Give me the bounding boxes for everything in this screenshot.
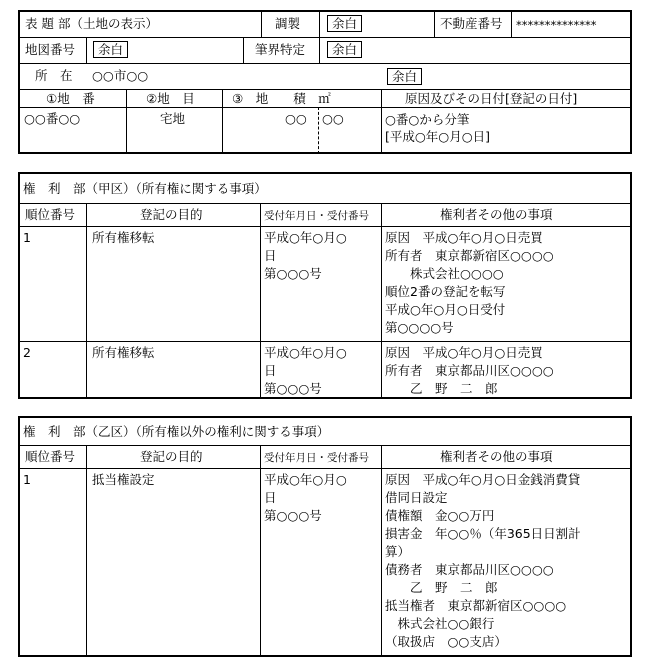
row-number: 2 bbox=[23, 345, 31, 360]
hyodai-section bbox=[18, 10, 632, 154]
rights-line: 借同日設定 bbox=[385, 490, 448, 505]
rights-line: 乙 野 二 郎 bbox=[385, 580, 498, 595]
date-line: 日 bbox=[264, 248, 277, 263]
rights-line: 株式会社○○○○ bbox=[385, 266, 504, 281]
chiseki-dec: ○○ bbox=[322, 111, 344, 126]
kou-section bbox=[18, 172, 632, 399]
kou-title: 権 利 部（甲区）（所有権に関する事項） bbox=[23, 181, 267, 196]
row-date bbox=[264, 229, 347, 283]
rights-line: 所有者 東京都新宿区○○○○ bbox=[385, 248, 554, 263]
rights-line: 抵当権者 東京都新宿区○○○○ bbox=[385, 598, 567, 613]
chiban-value: ○○番○○ bbox=[24, 111, 81, 126]
divider bbox=[20, 341, 630, 342]
rights-line: 乙 野 二 郎 bbox=[385, 381, 498, 396]
rights-line: 算） bbox=[385, 544, 411, 559]
divider bbox=[222, 89, 223, 154]
rights-line: 原因 平成○年○月○日売買 bbox=[385, 345, 543, 360]
divider bbox=[261, 12, 262, 37]
divider bbox=[20, 203, 630, 204]
row-rights bbox=[385, 229, 554, 337]
row-purpose: 抵当権設定 bbox=[92, 472, 155, 487]
divider bbox=[434, 12, 435, 37]
shozai-box: 余白 bbox=[387, 68, 422, 85]
rights-line: 損害金 年○○％（年365日日割計 bbox=[385, 526, 581, 541]
otsu-section bbox=[18, 416, 632, 657]
row-purpose: 所有権移転 bbox=[92, 345, 155, 360]
divider bbox=[86, 203, 87, 399]
col-juni: 順位番号 bbox=[25, 207, 76, 222]
hyodai-title: 表 題 部（土地の表示） bbox=[25, 16, 158, 31]
col-chimoku: ②地 目 bbox=[146, 91, 195, 106]
row-purpose: 所有権移転 bbox=[92, 230, 155, 245]
decimal-divider bbox=[318, 107, 319, 154]
rights-line: 所有者 東京都品川区○○○○ bbox=[385, 363, 554, 378]
col-chiban: ①地 番 bbox=[46, 91, 95, 106]
shozai-label: 所 在 bbox=[35, 68, 73, 83]
date-line: 平成○年○月○ bbox=[264, 230, 347, 245]
divider bbox=[381, 89, 382, 154]
divider bbox=[20, 445, 630, 446]
divider bbox=[20, 226, 630, 227]
rights-line: 平成○年○月○日受付 bbox=[385, 302, 506, 317]
date-line: 日 bbox=[264, 363, 277, 378]
row-rights bbox=[385, 344, 554, 398]
divider bbox=[20, 63, 630, 64]
chimoku-value: 宅地 bbox=[160, 111, 186, 126]
rights-line: 株式会社○○銀行 bbox=[385, 616, 495, 631]
chousei-label: 調製 bbox=[275, 16, 301, 31]
date-line: 平成○年○月○ bbox=[264, 345, 347, 360]
divider bbox=[260, 203, 261, 399]
divider bbox=[20, 37, 630, 38]
date-line: 日 bbox=[264, 490, 277, 505]
col-uketsuke: 受付年月日・受付番号 bbox=[264, 452, 369, 464]
rights-line: 原因 平成○年○月○日売買 bbox=[385, 230, 543, 245]
divider bbox=[20, 107, 630, 108]
divider bbox=[20, 468, 630, 469]
row-date bbox=[264, 471, 347, 525]
rights-line: 原因 平成○年○月○日金銭消費貸 bbox=[385, 472, 581, 487]
col-chiseki: ③ 地 積 ㎡ bbox=[232, 91, 331, 106]
divider bbox=[511, 12, 512, 37]
divider bbox=[381, 445, 382, 657]
rights-line: 債務者 東京都品川区○○○○ bbox=[385, 562, 554, 577]
rights-line: 債権額 金○○万円 bbox=[385, 508, 495, 523]
col-purpose: 登記の目的 bbox=[140, 207, 203, 222]
divider bbox=[260, 445, 261, 657]
col-cause: 原因及びその日付[登記の日付] bbox=[405, 91, 578, 106]
chizu-label: 地図番号 bbox=[25, 42, 76, 57]
fudosan-label: 不動産番号 bbox=[440, 16, 503, 31]
hikkai-value: 余白 bbox=[327, 41, 362, 58]
cause-text bbox=[385, 111, 490, 145]
row-rights bbox=[385, 471, 581, 651]
col-juni: 順位番号 bbox=[25, 449, 76, 464]
col-rights: 権利者その他の事項 bbox=[440, 207, 553, 222]
row-date bbox=[264, 344, 347, 398]
col-rights: 権利者その他の事項 bbox=[440, 449, 553, 464]
divider bbox=[126, 89, 127, 154]
row-number: 1 bbox=[23, 472, 31, 487]
divider bbox=[86, 37, 87, 63]
shozai-value: ○○市○○ bbox=[92, 68, 149, 83]
otsu-title: 権 利 部（乙区）（所有権以外の権利に関する事項） bbox=[23, 424, 330, 439]
cause-line: [平成○年○月○日] bbox=[385, 129, 490, 144]
row-number: 1 bbox=[23, 230, 31, 245]
fudosan-value: ************** bbox=[516, 18, 597, 32]
date-line: 第○○○号 bbox=[264, 381, 322, 396]
rights-line: 順位2番の登記を転写 bbox=[385, 284, 506, 299]
divider bbox=[86, 445, 87, 657]
chiseki-int: ○○ bbox=[285, 111, 307, 126]
rights-line: （取扱店 ○○支店） bbox=[385, 634, 507, 649]
col-purpose: 登記の目的 bbox=[140, 449, 203, 464]
divider bbox=[319, 12, 320, 37]
divider bbox=[381, 203, 382, 399]
col-uketsuke: 受付年月日・受付番号 bbox=[264, 210, 369, 222]
divider bbox=[319, 37, 320, 63]
cause-line: ○番○から分筆 bbox=[385, 112, 470, 127]
hikkai-label: 筆界特定 bbox=[255, 42, 306, 57]
divider bbox=[20, 89, 630, 90]
date-line: 平成○年○月○ bbox=[264, 472, 347, 487]
date-line: 第○○○号 bbox=[264, 508, 322, 523]
rights-line: 第○○○○号 bbox=[385, 320, 454, 335]
chizu-value: 余白 bbox=[93, 41, 128, 58]
date-line: 第○○○号 bbox=[264, 266, 322, 281]
chousei-value: 余白 bbox=[327, 15, 362, 32]
divider bbox=[243, 37, 244, 63]
